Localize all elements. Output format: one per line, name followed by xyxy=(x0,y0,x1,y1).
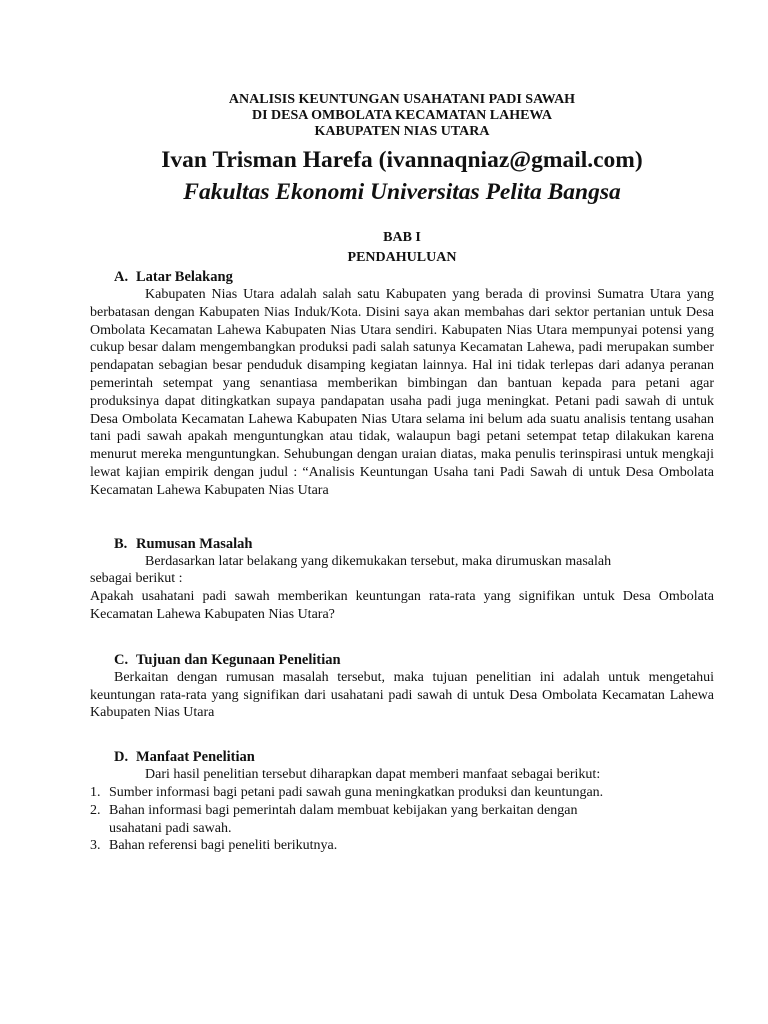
affiliation-line: Fakultas Ekonomi Universitas Pelita Bangsa xyxy=(183,179,621,205)
section-title: Rumusan Masalah xyxy=(136,535,253,552)
title-line-2: DI DESA OMBOLATA KECAMATAN LAHEWA xyxy=(252,108,552,123)
section-heading xyxy=(90,535,714,553)
chapter-title: PENDAHULUAN xyxy=(347,250,457,265)
section-title: Manfaat Penelitian xyxy=(136,749,255,766)
benefits-list xyxy=(90,784,714,855)
section-letter: C. xyxy=(114,651,129,668)
section-letter: A. xyxy=(114,269,129,285)
section-rumusan-masalah xyxy=(90,535,714,624)
title-line-1: ANALISIS KEUNTUNGAN USAHATANI PADI SAWAH xyxy=(228,92,576,107)
section-letter: D. xyxy=(114,749,129,766)
list-number: 3. xyxy=(90,838,101,854)
section-paragraph: Berkaitan dengan rumusan masalah tersebut, maka tujuan penelitian ini adalah untuk mengetahui keuntungan rata-rata yang signifikan dari usahatani padi sawah di untuk Desa Ombolata Kecamatan Lahewa Kabupaten Nias Utara xyxy=(90,669,714,721)
list-number: 1. xyxy=(90,784,101,800)
title-line-3: KABUPATEN NIAS UTARA xyxy=(314,124,490,139)
research-question: Apakah usahatani padi sawah memberikan keuntungan rata-rata yang signifikan untuk Desa Ombolata Kecamatan Lahewa Kabupaten Nias Utara? xyxy=(90,589,714,622)
section-latar-belakang xyxy=(90,268,714,500)
list-text-continued: usahatani padi sawah. xyxy=(109,820,232,836)
list-text: Sumber informasi bagi petani padi sawah guna meningkatkan produksi dan keuntungan. xyxy=(109,784,604,800)
section-letter: B. xyxy=(114,535,128,552)
list-number: 2. xyxy=(90,802,101,818)
section-heading xyxy=(90,268,714,286)
section-manfaat xyxy=(90,748,714,855)
list-text: Bahan referensi bagi peneliti berikutnya. xyxy=(109,838,338,854)
chapter-heading xyxy=(90,228,714,268)
section-intro-line: Dari hasil penelitian tersebut diharapkan dapat memberi manfaat sebagai berikut: xyxy=(145,767,601,783)
section-paragraph: Kabupaten Nias Utara adalah salah satu Kabupaten yang berada di provinsi Sumatra Utara yang berbatasan dengan Kabupaten Nias Induk/Kota. Disini saya akan membahas dari sektor pertanian untuk Desa Ombolata Kecamatan Lahewa Kabupaten Nias Utara sendiri. Kabupaten Nias Utara mempunyai potensi yang cukup besar dalam mengembangkan produksi padi salah satunya Kecamatan Lahewa, padi merupakan sumber pendapatan sebagian besar penduduk disamping kegiatan lainnya. Hal ini tidak terlepas dari adanya peranan pemerintah setempat yang senantiasa memberikan bimbingan dan bantuan kepada para petani agar produksinya dapat ditingkatkan supaya pandapatan usaha padi juga meningkat. Petani padi sawah di untuk Desa Ombolata Kecamatan Lahewa Kabupaten Nias Utara selama ini belum ada suatu analisis tentang usahan tani padi sawah apakah menguntungkan atau tidak, walaupun bagi petani setempat tetap dilakukan karena menurut mereka menguntungkan. Sehubungan dengan uraian diatas, maka penulis terinspirasi untuk mengkaji lewat kajian empirik dengan judul : “Analisis Keuntungan Usaha tani Padi Sawah di untuk Desa Ombolata Kecamatan Lahewa Kabupaten Nias Utara xyxy=(90,287,714,498)
section-heading xyxy=(90,748,714,766)
list-item xyxy=(90,837,714,855)
section-tujuan xyxy=(90,651,714,722)
section-intro-line: Berdasarkan latar belakang yang dikemukakan tersebut, maka dirumuskan masalah xyxy=(145,553,612,569)
section-heading xyxy=(90,651,714,669)
list-item xyxy=(90,784,714,802)
section-title: Latar Belakang xyxy=(136,269,233,285)
section-intro-line-2: sebagai berikut : xyxy=(90,571,183,587)
section-title: Tujuan dan Kegunaan Penelitian xyxy=(136,651,341,668)
chapter-number: BAB I xyxy=(383,230,421,245)
paper-title xyxy=(90,92,714,140)
author-line: Ivan Trisman Harefa (ivannaqniaz@gmail.com) xyxy=(161,147,643,173)
list-text: Bahan informasi bagi pemerintah dalam membuat kebijakan yang berkaitan dengan xyxy=(109,802,578,818)
list-item xyxy=(90,802,714,838)
